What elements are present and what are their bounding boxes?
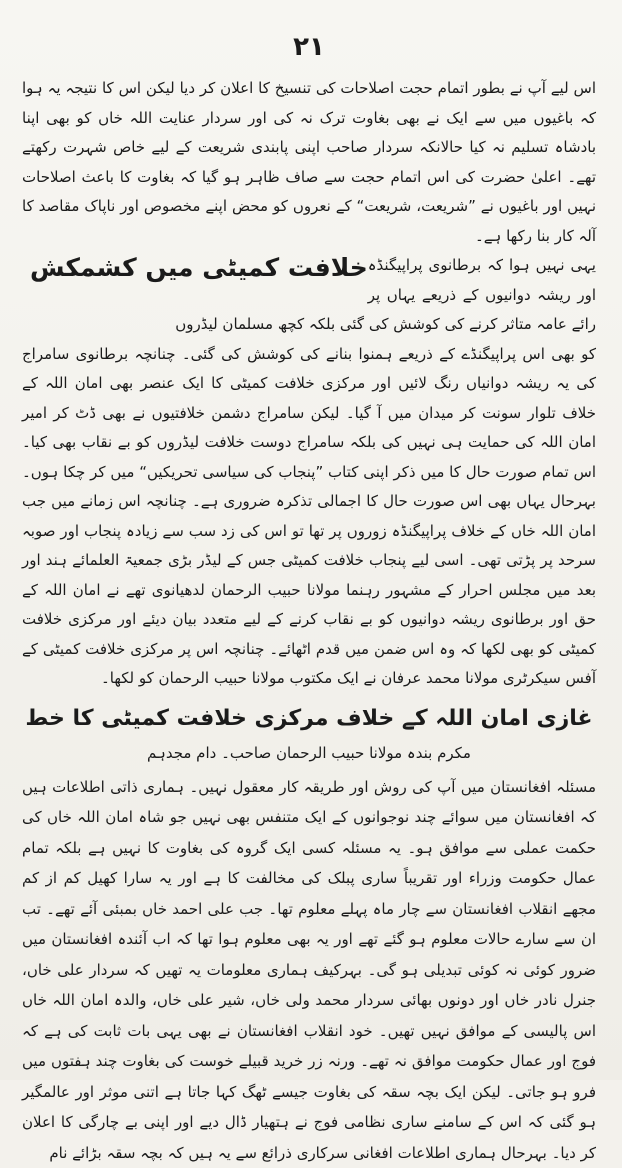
section-letter	[22, 702, 596, 1168]
letter-body: مسئلہ افغانستان میں آپ کی روش اور طریقہ کار معقول نہیں۔ ہماری ذاتی اطلاعات ہیں کہ افغانستان میں سوائے چند نوجوانوں کے ایک متنفس بھی نہیں جو شاہ امان اللہ خاں کی حکمت عملی سے موافق ہو۔ یہ مسئلہ کسی ایک گروہ کی بغاوت کا نہیں ہے بلکہ تمام عمال حکومت وزراء اور تقریباً ساری پبلک کی مخالفت کا ہے اور یہ سارا کھیل کم از کم مجھے انقلاب افغانستان سے چار ماہ پہلے معلوم تھا۔ جب علی احمد خاں بمبئی آئے تھے۔ تب ان سے سارے حالات معلوم ہو گئے تھے اور یہ بھی معلوم ہوا تھا کہ اب آئندہ افغانستان میں ضرور کوئی نہ کوئی تبدیلی ہو گی۔ بہرکیف ہماری معلومات یہ تھیں کہ سردار علی خاں، جنرل نادر خاں اور دونوں بھائی سردار محمد ولی خاں، شیر علی خاں، والدہ امان اللہ خاں اس پالیسی کے موافق نہیں تھیں۔ خود انقلاب افغانستان نے بھی یہی بات ثابت کی ہے کہ فوج اور عمال حکومت موافق نہ تھے۔ ورنہ زر خرید قبیلے خوست کی بغاوت چند ہفتوں میں فرو ہو جاتی۔ لیکن ایک بچہ سقہ کی بغاوت جیسے ٹھگ کہا جاتا ہے اتنی موثر اور عالمگیر ہو گئی کہ اس کے سامنے ساری نظامی فوج نے ہتھیار ڈال دیے اور اپنی بے چارگی کا اعلان کر دیا۔ بہرحال ہماری اطلاعات افغانی سرکاری ذرائع سے یہ ہیں کہ بچہ سقہ بڑائے نام	[22, 772, 596, 1168]
section-khilafat-committee	[22, 251, 596, 694]
intro-paragraph: اس لیے آپ نے بطور اتمام حجت اصلاحات کی تنسیخ کا اعلان کر دیا لیکن اس کا نتیجہ یہ ہوا کہ باغیوں میں سے ایک نے بھی بغاوت ترک نہ کی اور سردار عنایت اللہ خاں کو بھی اپنا بادشاہ تسلیم نہ کیا حالانکہ سردار صاحب اپنی پابندی شریعت کے لیے خاص شہرت رکھتے تھے۔ اعلیٰ حضرت کی اس اتمام حجت سے صاف ظاہر ہو گیا کہ بغاوت کا باعث اصلاحات نہیں اور باغیوں نے ”شریعت، شریعت“ کے نعروں کو محض اپنے مخصوص اور ناپاک مقاصد کا آلہ کار بنا رکھا ہے۔	[22, 74, 596, 251]
section1-lead-line	[22, 251, 596, 340]
section2-heading: غازی امان اللہ کے خلاف مرکزی خلافت کمیٹی کا خط	[22, 702, 596, 736]
section1-body: کو بھی اس پراپیگنڈے کے ذریعے ہمنوا بنانے کی کوشش کی گئی۔ چنانچہ برطانوی سامراج کی یہ ریشہ دوانیاں رنگ لائیں اور مرکزی خلافت کمیٹی کا ایک عنصر بھی امان اللہ کے خلاف تلوار سونت کر میدان میں آ گیا۔ لیکن سامراج دشمن خلافتیوں نے بھی ڈٹ کر امیر امان اللہ کی حمایت ہی نہیں کی بلکہ سامراج دوست خلافت لیڈروں کو بے نقاب بھی کیا۔ اس تمام صورت حال کا میں ذکر اپنی کتاب ”پنجاب کی سیاسی تحریکیں“ میں کر چکا ہوں۔ بہرحال یہاں بھی اس صورت حال کا اجمالی تذکرہ ضروری ہے۔ چنانچہ اس زمانے میں جب امان اللہ خاں کے خلاف پراپیگنڈہ زوروں پر تھا تو اس کی زد سب سے زیادہ پنجاب اور صوبہ سرحد پر پڑتی تھی۔ اسی لیے پنجاب خلافت کمیٹی جس کے لیڈر بڑی جمعیۃ العلمائے ہند اور بعد میں مجلس احرار کے مشہور رہنما مولانا حبیب الرحمان لدھیانوی تھے نے امان اللہ کے حق اور برطانوی ریشہ دوانیوں کو بے نقاب کرنے کے لیے متعدد بیان دیئے اور مرکزی خلافت کمیٹی کو بھی لکھا کہ وہ اس ضمن میں قدم اٹھائے۔ چنانچہ اس پر مرکزی خلافت کمیٹی کے آفس سیکرٹری مولانا محمد عرفان نے ایک مکتوب مولانا حبیب الرحمان کو لکھا۔	[22, 340, 596, 694]
section1-lead: یہی نہیں ہوا کہ برطانوی پراپیگنڈہ اور ریشہ دوانیوں کے ذریعے یہاں پر رائے عامہ متاثر کرنے کی کوشش کی گئی بلکہ کچھ مسلمان لیڈروں	[175, 256, 596, 333]
letter-salutation: مکرم بندہ مولانا حبیب الرحمان صاحب۔ دام مجدہم	[22, 740, 596, 766]
section1-heading: خلافت کمیٹی میں کشمکش	[30, 253, 368, 283]
page-number: ۲۱	[22, 32, 596, 62]
page-body	[22, 74, 596, 1168]
